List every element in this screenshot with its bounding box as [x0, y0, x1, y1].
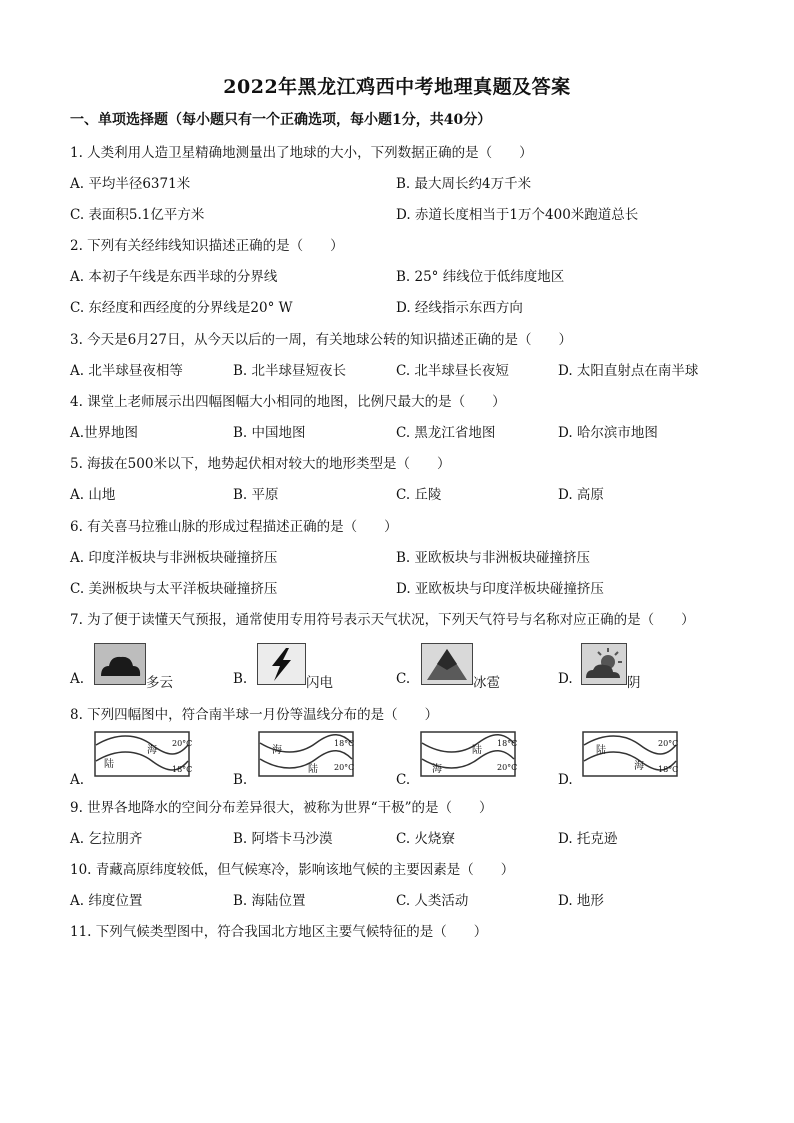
- question-4-stem: 4. 课堂上老师展示出四幅图幅大小相同的地图，比例尺最大的是（ ）: [70, 394, 506, 410]
- q1-option-b[interactable]: B. 最大周长约4万千米: [396, 176, 532, 192]
- question-5-stem: 5. 海拔在500米以下，地势起伏相对较大的地形类型是（ ）: [70, 456, 451, 472]
- q7-symbol-name-d: 阴: [627, 675, 641, 691]
- section-heading: 一、单项选择题（每小题只有一个正确选项，每小题1分，共40分）: [70, 112, 492, 128]
- q4-option-c[interactable]: C. 黑龙江省地图: [396, 425, 496, 441]
- q10-option-a[interactable]: A. 纬度位置: [70, 893, 143, 909]
- question-6-stem: 6. 有关喜马拉雅山脉的形成过程描述正确的是（ ）: [70, 519, 398, 535]
- q7-option-b[interactable]: B.: [233, 671, 248, 687]
- sun-cloud-icon: [581, 643, 627, 685]
- q1-option-a[interactable]: A. 平均半径6371米: [70, 176, 191, 192]
- q5-option-a[interactable]: A. 山地: [70, 487, 116, 503]
- q5-option-b[interactable]: B. 平原: [233, 487, 279, 503]
- q2-option-b[interactable]: B. 25° 纬线位于低纬度地区: [396, 269, 565, 285]
- map-d-bottom-temp: 18°C: [658, 765, 679, 774]
- map-a-top-temp: 20°C: [172, 739, 193, 748]
- map-c-bottom-temp: 20°C: [497, 763, 518, 772]
- map-c-top-label: 陆: [472, 745, 482, 756]
- question-3-stem: 3. 今天是6月27日，从今天以后的一周，有关地球公转的知识描述正确的是（ ）: [70, 332, 572, 348]
- cloud-icon: [94, 643, 146, 685]
- question-1-stem: 1. 人类利用人造卫星精确地测量出了地球的大小，下列数据正确的是（ ）: [70, 145, 533, 161]
- q8-option-b[interactable]: B.: [233, 772, 248, 788]
- q3-option-b[interactable]: B. 北半球昼短夜长: [233, 363, 347, 379]
- q4-option-d[interactable]: D. 哈尔滨市地图: [558, 425, 658, 441]
- q10-option-b[interactable]: B. 海陆位置: [233, 893, 306, 909]
- q3-option-d[interactable]: D. 太阳直射点在南半球: [558, 363, 699, 379]
- q4-option-b[interactable]: B. 中国地图: [233, 425, 306, 441]
- question-11-stem: 11. 下列气候类型图中，符合我国北方地区主要气候特征的是（ ）: [70, 924, 488, 940]
- map-b-bottom-label: 陆: [308, 764, 318, 775]
- question-9-stem: 9. 世界各地降水的空间分布差异很大，被称为世界“干极”的是（ ）: [70, 800, 493, 816]
- q1-option-d[interactable]: D. 赤道长度相当于1万个400米跑道总长: [396, 207, 639, 223]
- q7-symbol-name-c: 冰雹: [473, 675, 500, 691]
- q6-option-b[interactable]: B. 亚欧板块与非洲板块碰撞挤压: [396, 550, 591, 566]
- q4-option-a[interactable]: A.世界地图: [70, 425, 139, 441]
- q10-option-d[interactable]: D. 地形: [558, 893, 604, 909]
- q3-option-c[interactable]: C. 北半球昼长夜短: [396, 363, 509, 379]
- q1-option-c[interactable]: C. 表面积5.1亿平方米: [70, 207, 205, 223]
- map-d-top-label: 陆: [596, 745, 606, 756]
- q7-symbol-name-a: 多云: [146, 675, 173, 691]
- map-d-top-temp: 20°C: [658, 739, 679, 748]
- question-2-stem: 2. 下列有关经纬线知识描述正确的是（ ）: [70, 238, 344, 254]
- map-a-bottom-temp: 18°C: [172, 765, 193, 774]
- page-title: 2022年黑龙江鸡西中考地理真题及答案: [223, 76, 571, 98]
- question-8-stem: 8. 下列四幅图中，符合南半球一月份等温线分布的是（ ）: [70, 707, 439, 723]
- lightning-icon: [257, 643, 306, 685]
- q7-option-c[interactable]: C.: [396, 671, 411, 687]
- q8-option-c[interactable]: C.: [396, 772, 411, 788]
- map-c-bottom-label: 海: [432, 764, 442, 775]
- q2-option-a[interactable]: A. 本初子午线是东西半球的分界线: [70, 269, 278, 285]
- q9-option-a[interactable]: A. 乞拉朋齐: [70, 831, 143, 847]
- q2-option-d[interactable]: D. 经线指示东西方向: [396, 300, 523, 316]
- q3-option-a[interactable]: A. 北半球昼夜相等: [70, 363, 183, 379]
- map-b-bottom-temp: 20°C: [334, 763, 355, 772]
- q6-option-c[interactable]: C. 美洲板块与太平洋板块碰撞挤压: [70, 581, 278, 597]
- hail-icon: [421, 643, 473, 685]
- map-d-bottom-label: 海: [634, 761, 644, 772]
- map-b-top-temp: 18°C: [334, 739, 355, 748]
- question-10-stem: 10. 青藏高原纬度较低，但气候寒冷，影响该地气候的主要因素是（ ）: [70, 862, 515, 878]
- q8-option-a[interactable]: A.: [70, 772, 85, 788]
- q8-option-d[interactable]: D.: [558, 772, 573, 788]
- q5-option-c[interactable]: C. 丘陵: [396, 487, 442, 503]
- q9-option-b[interactable]: B. 阿塔卡马沙漠: [233, 831, 333, 847]
- map-b-top-label: 海: [272, 745, 282, 756]
- q6-option-a[interactable]: A. 印度洋板块与非洲板块碰撞挤压: [70, 550, 278, 566]
- question-7-stem: 7. 为了便于读懂天气预报，通常使用专用符号表示天气状况，下列天气符号与名称对应正确的是（ ）: [70, 612, 695, 628]
- map-a-bottom-label: 陆: [104, 759, 114, 770]
- q7-option-d[interactable]: D.: [558, 671, 573, 687]
- q10-option-c[interactable]: C. 人类活动: [396, 893, 469, 909]
- map-c-top-temp: 18°C: [497, 739, 518, 748]
- q6-option-d[interactable]: D. 亚欧板块与印度洋板块碰撞挤压: [396, 581, 604, 597]
- q9-option-c[interactable]: C. 火烧寮: [396, 831, 455, 847]
- q7-option-a[interactable]: A.: [70, 671, 85, 687]
- q9-option-d[interactable]: D. 托克逊: [558, 831, 618, 847]
- q5-option-d[interactable]: D. 高原: [558, 487, 604, 503]
- q2-option-c[interactable]: C. 东经度和西经度的分界线是20° W: [70, 300, 293, 316]
- q7-symbol-name-b: 闪电: [306, 675, 333, 691]
- map-a-top-label: 海: [147, 745, 157, 756]
